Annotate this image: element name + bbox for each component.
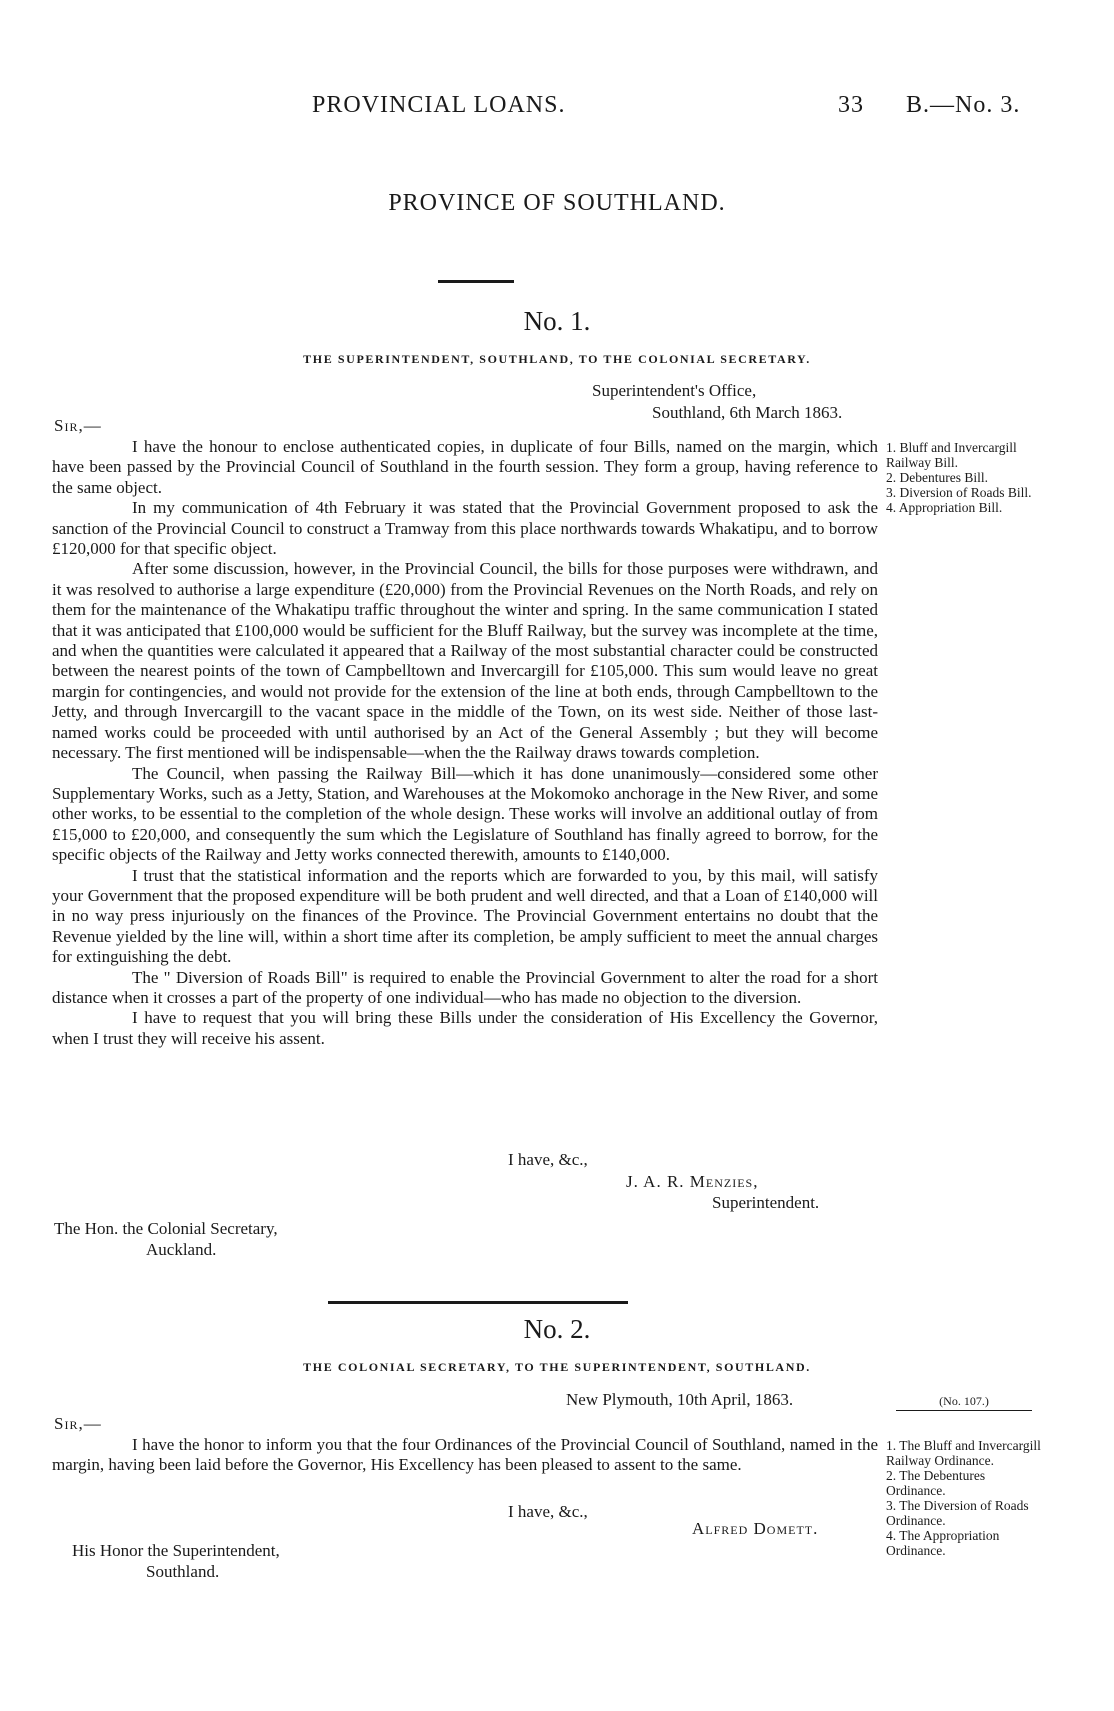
letter-2-place-date: New Plymouth, 10th April, 1863.: [566, 1390, 794, 1409]
letter-2-signature: Alfred Domett.: [692, 1519, 819, 1538]
letter-divider: [328, 1301, 628, 1304]
letter-2-recipient: His Honor the Superintendent,: [72, 1541, 280, 1560]
letter-2-salutation: Sir,—: [54, 1414, 102, 1433]
letter-1-place-date: Southland, 6th March 1863.: [652, 403, 843, 422]
letter-2-closing: I have, &c.,: [508, 1502, 588, 1521]
letter-1-office: Superintendent's Office,: [592, 381, 757, 400]
margin-note: 4. Appropriation Bill.: [886, 500, 1003, 515]
letter-1-recipient-place: Auckland.: [146, 1240, 217, 1259]
letter-1-body: [52, 437, 878, 1049]
letter-2-margin-notes: [886, 1438, 1046, 1558]
letter-1-margin-notes: [886, 440, 1061, 515]
letter-1-paragraph: After some discussion, however, in the Provincial Council, the bills for those purposes were withdrawn, and it was resolved to authorise a large expenditure (£20,000) from the Provincial Revenues on the North Roads, and rely on them for the maintenance of the Whakatipu traffic throughout the winter and spring. In the same communication I stated that it was anticipated that £100,000 would be sufficient for the Bluff Railway, but the survey was incomplete at the time, and when the quantities were calculated it appeared that a Railway of the most substantial character could be constructed between the nearest points of the town of Campbelltown and Invercargill for £105,000. This sum would leave no great margin for contingencies, and would not provide for the extension of the line at both ends, through Campbelltown to the Jetty, and through Invercargill to the vacant space in the middle of the Town, on its west side. Neither of those last-named works could be proceeded with until authorised by an Act of the General Assembly ; but they will become necessary. The first mentioned will be indispensable—when the the Railway draws towards completion.: [52, 559, 878, 763]
letter-1-closing: I have, &c.,: [508, 1150, 588, 1169]
letter-1-paragraph: The " Diversion of Roads Bill" is required to enable the Provincial Government to alter the road for a short distance when it crosses a part of the property of one individual—who has made no objection to the diversion.: [52, 967, 878, 1007]
margin-note: 2. Debentures Bill.: [886, 470, 988, 485]
letter-2-reference: (No. 107.): [896, 1394, 1032, 1411]
letter-1-signature: J. A. R. Menzies,: [626, 1172, 759, 1191]
title-divider: [438, 280, 514, 283]
letter-2-addressee: THE COLONIAL SECRETARY, TO THE SUPERINTENDENT, SOUTHLAND.: [303, 1360, 811, 1374]
margin-note: 2. The Debentures Ordinance.: [886, 1468, 986, 1498]
letter-2-recipient-place: Southland.: [146, 1562, 220, 1581]
letter-1-salutation: Sir,—: [54, 416, 102, 435]
running-title: PROVINCIAL LOANS.: [312, 92, 566, 118]
margin-note: 3. Diversion of Roads Bill.: [886, 485, 1032, 500]
letter-1-addressee: THE SUPERINTENDENT, SOUTHLAND, TO THE COLONIAL SECRETARY.: [303, 352, 811, 366]
margin-note: 1. Bluff and Invercargill Railway Bill.: [886, 440, 1017, 470]
page-title: PROVINCE OF SOUTHLAND.: [388, 190, 726, 216]
letter-2-paragraph: I have the honor to inform you that the four Ordinances of the Provincial Council of Southland, named in the margin, having been laid before the Governor, His Excellency has been pleased to assent to the same.: [52, 1435, 878, 1475]
letter-1-recipient: The Hon. the Colonial Secretary,: [54, 1219, 278, 1238]
letter-1-paragraph: I have to request that you will bring these Bills under the consideration of His Excellency the Governor, when I trust they will receive his assent.: [52, 1008, 878, 1048]
page-number: 33: [838, 92, 864, 118]
letter-1-number: No. 1.: [523, 306, 591, 336]
letter-2-body: [52, 1435, 878, 1476]
letter-1-paragraph: I have the honour to enclose authenticated copies, in duplicate of four Bills, named on the margin, which have been passed by the Provincial Council of Southland in the fourth session. They form a group, having reference to the same object.: [52, 437, 878, 497]
letter-1-paragraph: In my communication of 4th February it was stated that the Provincial Government proposed to ask the sanction of the Provincial Council to construct a Tramway from this place northwards towards Whakatipu, and to borrow £120,000 for that specific object.: [52, 498, 878, 559]
letter-1-paragraph: I trust that the statistical information and the reports which are forwarded to you, by this mail, will satisfy your Government that the proposed expenditure will be both prudent and well directed, and that a Loan of £140,000 will in no way press injuriously on the finances of the Province. The Provincial Government entertains no doubt that the Revenue yielded by the line will, within a short time after its completion, be amply sufficient to meet the annual charges for extinguishing the debt.: [52, 865, 878, 967]
paper-reference: B.—No. 3.: [906, 92, 1021, 118]
margin-note: 1. The Bluff and Invercargill Railway Ordinance.: [886, 1438, 1041, 1468]
letter-1-paragraph: The Council, when passing the Railway Bill—which it has done unanimously—considered some other Supplementary Works, such as a Jetty, Station, and Warehouses at the Mokomoko anchorage in the New River, and some other works, to be essential to the completion of the whole design. These works will involve an additional outlay of from £15,000 to £20,000, and consequently the sum which the Legislature of Southland has finally agreed to borrow, for the specific objects of the Railway and Jetty works connected therewith, amounts to £140,000.: [52, 763, 878, 865]
margin-note: 3. The Diversion of Roads Ordinance.: [886, 1498, 1029, 1528]
letter-2-number: No. 2.: [523, 1314, 591, 1344]
margin-note: 4. The Appropriation Ordinance.: [886, 1528, 1000, 1558]
letter-1-signature-title: Superintendent.: [712, 1193, 820, 1212]
